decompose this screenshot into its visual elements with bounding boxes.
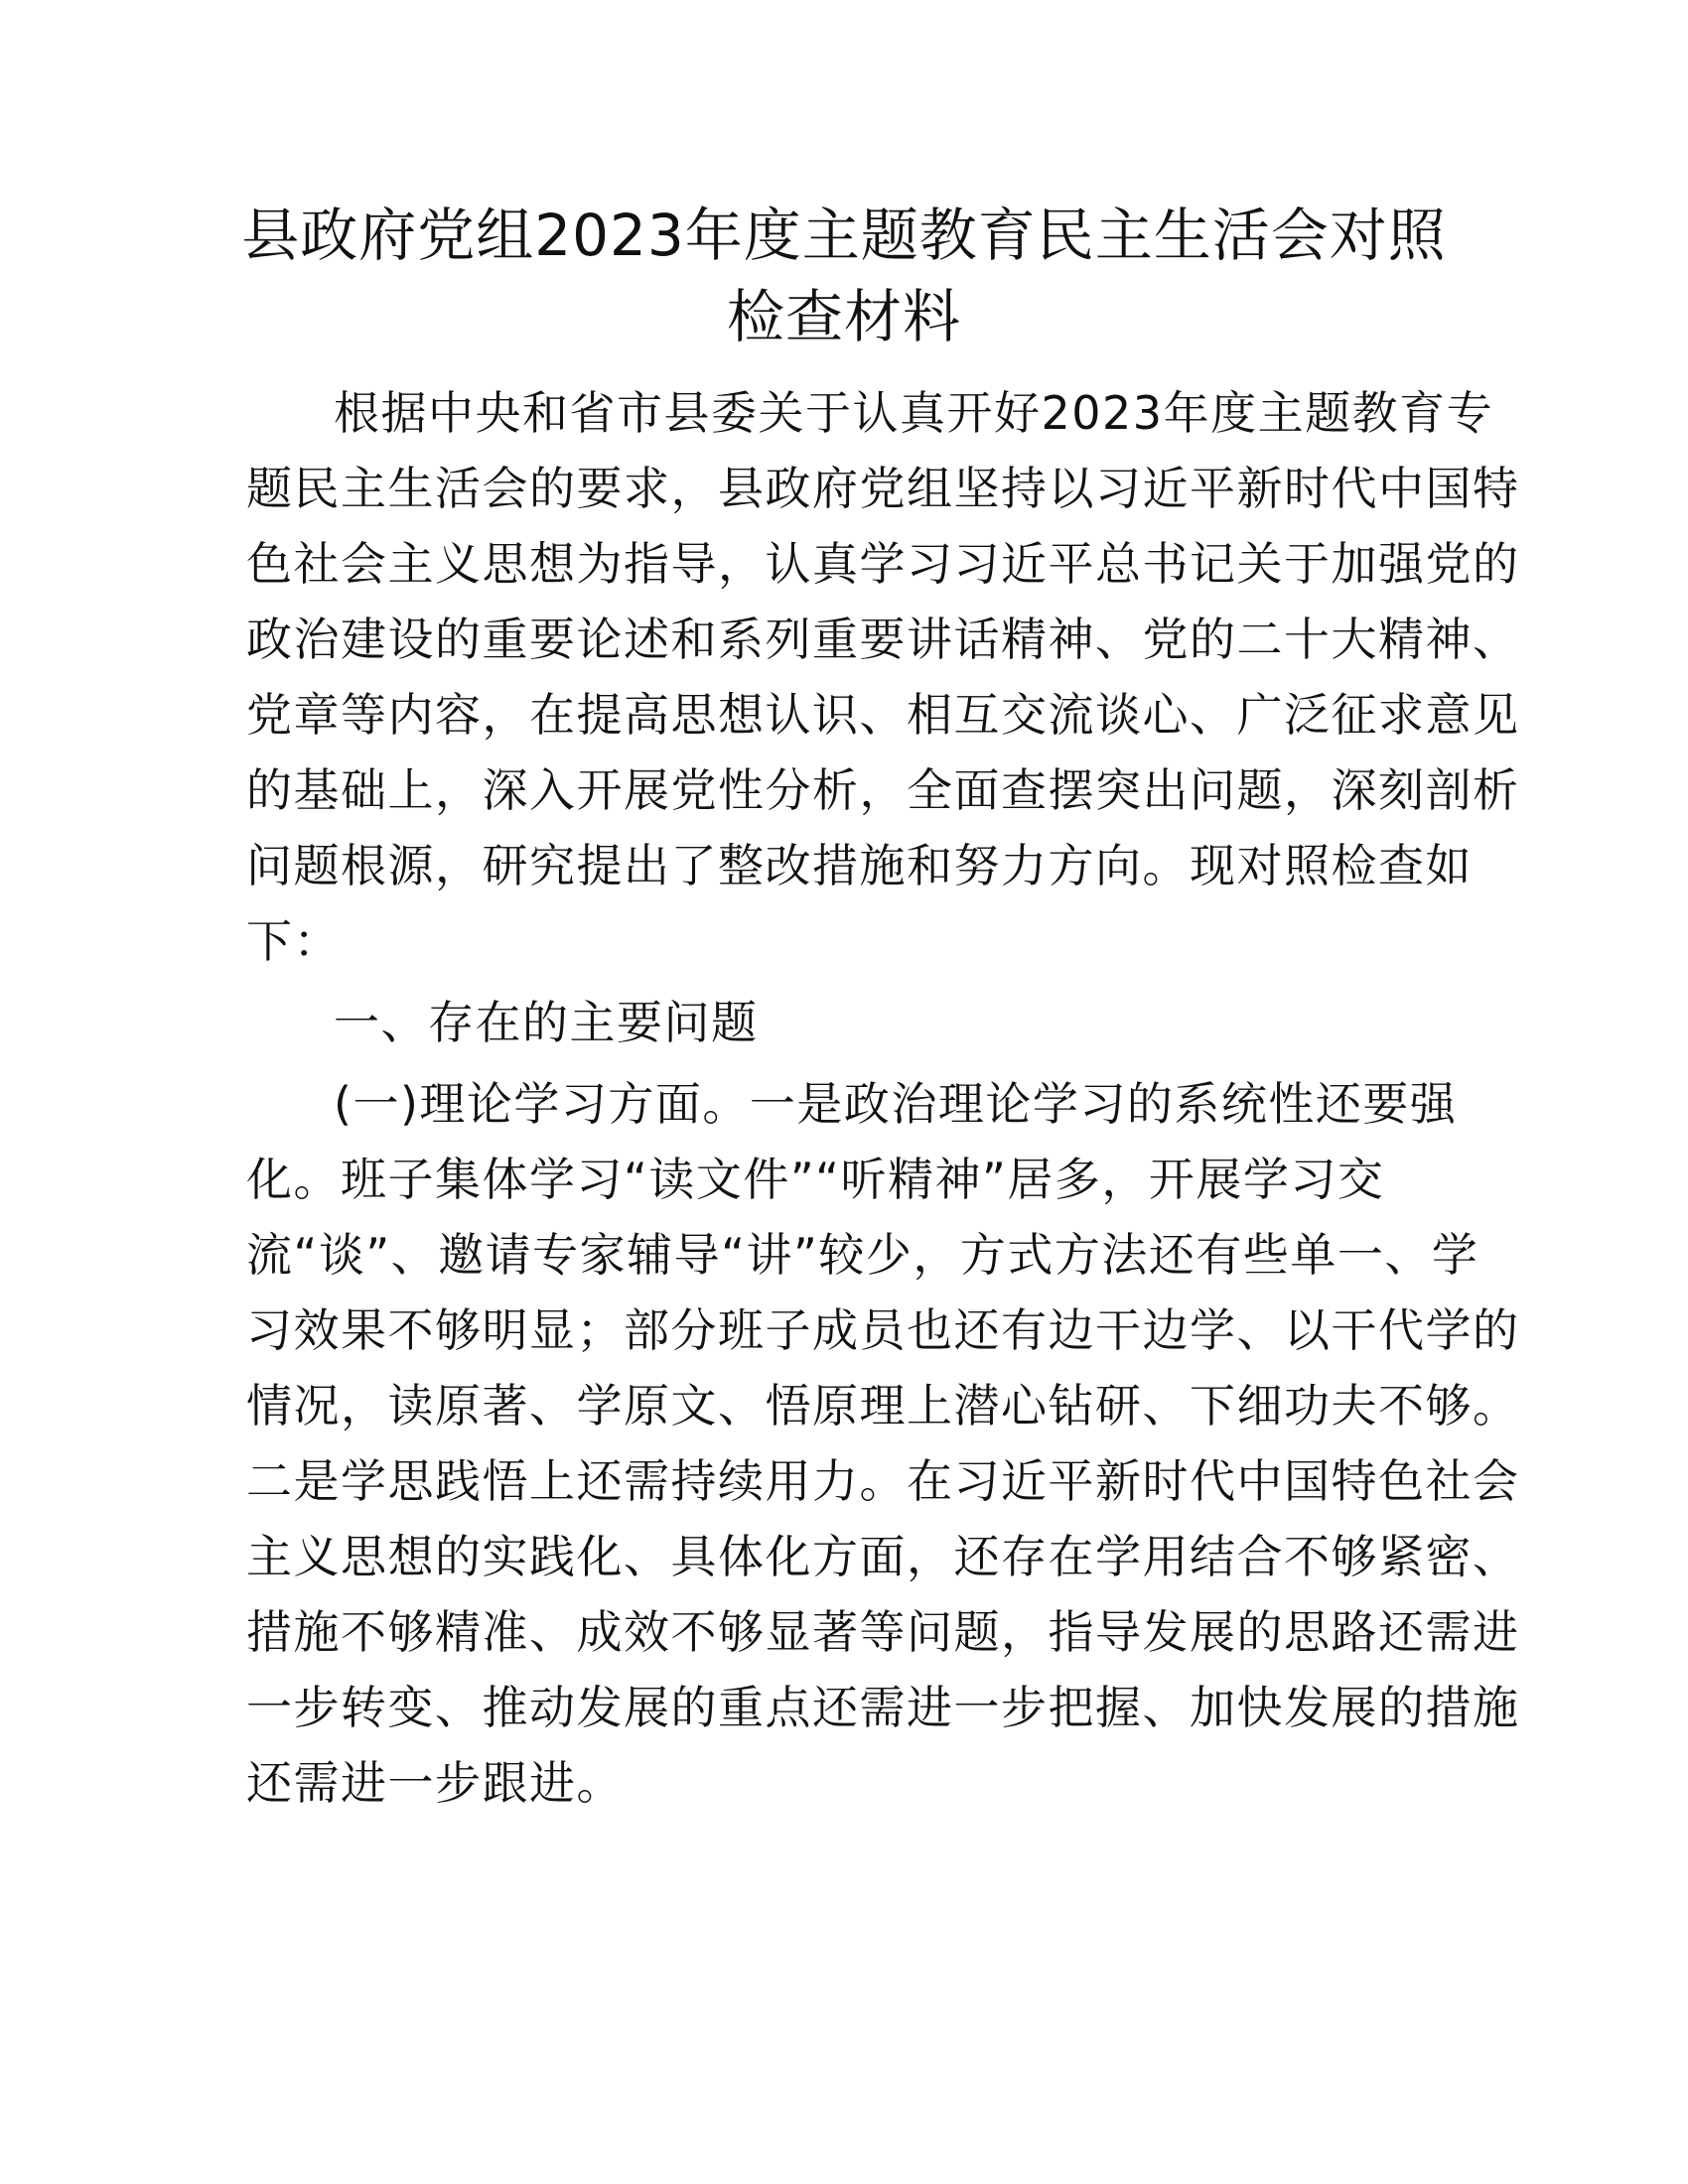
document-title [228,195,1460,357]
section-paragraph-line: 还需进一步跟进。 [246,1756,624,1810]
title-line: 县政府党组2023年度主题教育民主生活会对照 [241,202,1447,269]
intro-paragraph-line: 政治建设的重要论述和系列重要讲话精神、党的二十大精神、 [246,613,1520,666]
section-paragraph-line: 情况，读原著、学原文、悟原理上潜心钻研、下细功夫不够。 [246,1379,1520,1433]
section-paragraph-line: 化。班子集体学习“读文件”“听精神”居多，开展学习交 [246,1153,1385,1206]
section-paragraph-line: 流“谈”、邀请专家辅导“讲”较少，方式方法还有些单一、学 [246,1228,1479,1282]
document-body [246,375,1520,1821]
intro-paragraph-line: 问题根源，研究提出了整改措施和努力方向。现对照检查如 [246,839,1473,892]
section-paragraph-line: 二是学思践悟上还需持续用力。在习近平新时代中国特色社会 [246,1454,1520,1508]
section-paragraph-line: 一步转变、推动发展的重点还需进一步把握、加快发展的措施 [246,1681,1520,1734]
section-paragraph-line: 措施不够精准、成效不够显著等问题，指导发展的思路还需进 [246,1605,1520,1659]
section-heading: 一、存在的主要问题 [334,996,759,1049]
title-line: 检查材料 [726,283,961,350]
intro-paragraph-line: 根据中央和省市县委关于认真开好2023年度主题教育专 [334,386,1494,440]
intro-paragraph-line: 下： [246,914,341,968]
section-paragraph-line: (一)理论学习方面。一是政治理论学习的系统性还要强 [334,1077,1458,1131]
section-paragraph-line: 主义思想的实践化、具体化方面，还存在学用结合不够紧密、 [246,1530,1520,1583]
section-paragraph-line: 习效果不够明显；部分班子成员也还有边干边学、以干代学的 [246,1303,1520,1357]
intro-paragraph-line: 的基础上，深入开展党性分析，全面查摆突出问题，深刻剖析 [246,763,1520,817]
intro-paragraph-line: 题民主生活会的要求，县政府党组坚持以习近平新时代中国特 [246,462,1520,515]
intro-paragraph-line: 色社会主义思想为指导，认真学习习近平总书记关于加强党的 [246,537,1520,591]
intro-paragraph-line: 党章等内容，在提高思想认识、相互交流谈心、广泛征求意见 [246,688,1520,742]
